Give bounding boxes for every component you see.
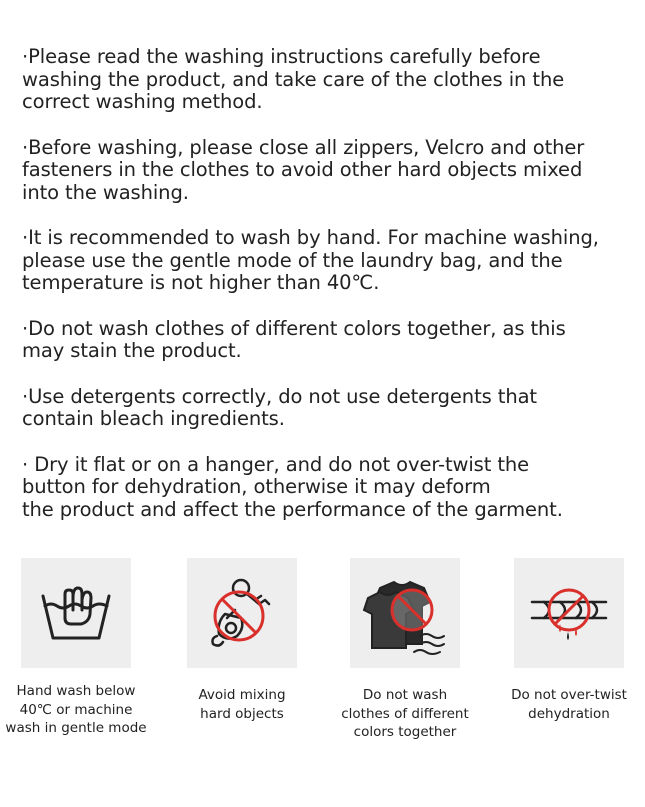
instruction-paragraph: ·Do not wash clothes of different colors together, as this may stain the product. — [22, 316, 566, 362]
avoid-hard-objects-icon — [187, 558, 297, 668]
instruction-paragraph: ·Before washing, please close all zippers, Velcro and other fasteners in the clothes to avoid other hard objects mixed into the washing. — [22, 135, 585, 204]
no-over-twist-caption: Do not over-twist dehydration — [511, 687, 627, 722]
no-mixed-colors-icon — [350, 558, 460, 668]
instruction-paragraph: ·Please read the washing instructions carefully before washing the product, and take care of the clothes in the correct washing method. — [22, 45, 565, 113]
no-mixed-colors-caption: Do not wash clothes of different colors together — [341, 687, 469, 740]
no-over-twist-icon — [514, 558, 624, 668]
hand-wash-caption: Hand wash below 40℃ or machine wash in gentle mode — [5, 683, 147, 736]
care-item-no-mixed-colors — [341, 558, 469, 740]
care-item-avoid-hard-objects — [187, 558, 297, 722]
instruction-paragraph: · Dry it flat or on a hanger, and do not over-twist the button for dehydration, otherwise it may deform the product and affect the performance of the garment. — [22, 452, 563, 521]
care-icons-row — [0, 558, 645, 798]
washing-instructions — [22, 46, 634, 544]
avoid-hard-objects-caption: Avoid mixing hard objects — [198, 687, 286, 722]
care-item-no-over-twist — [511, 558, 627, 722]
hand-wash-icon — [21, 558, 131, 668]
care-item-hand-wash — [5, 558, 147, 736]
instruction-paragraph: ·Use detergents correctly, do not use detergents that contain bleach ingredients. — [22, 384, 537, 430]
instruction-paragraph: ·It is recommended to wash by hand. For machine washing, please use the gentle mode of the laundry bag, and the temperature is not higher than 40℃. — [22, 226, 599, 294]
